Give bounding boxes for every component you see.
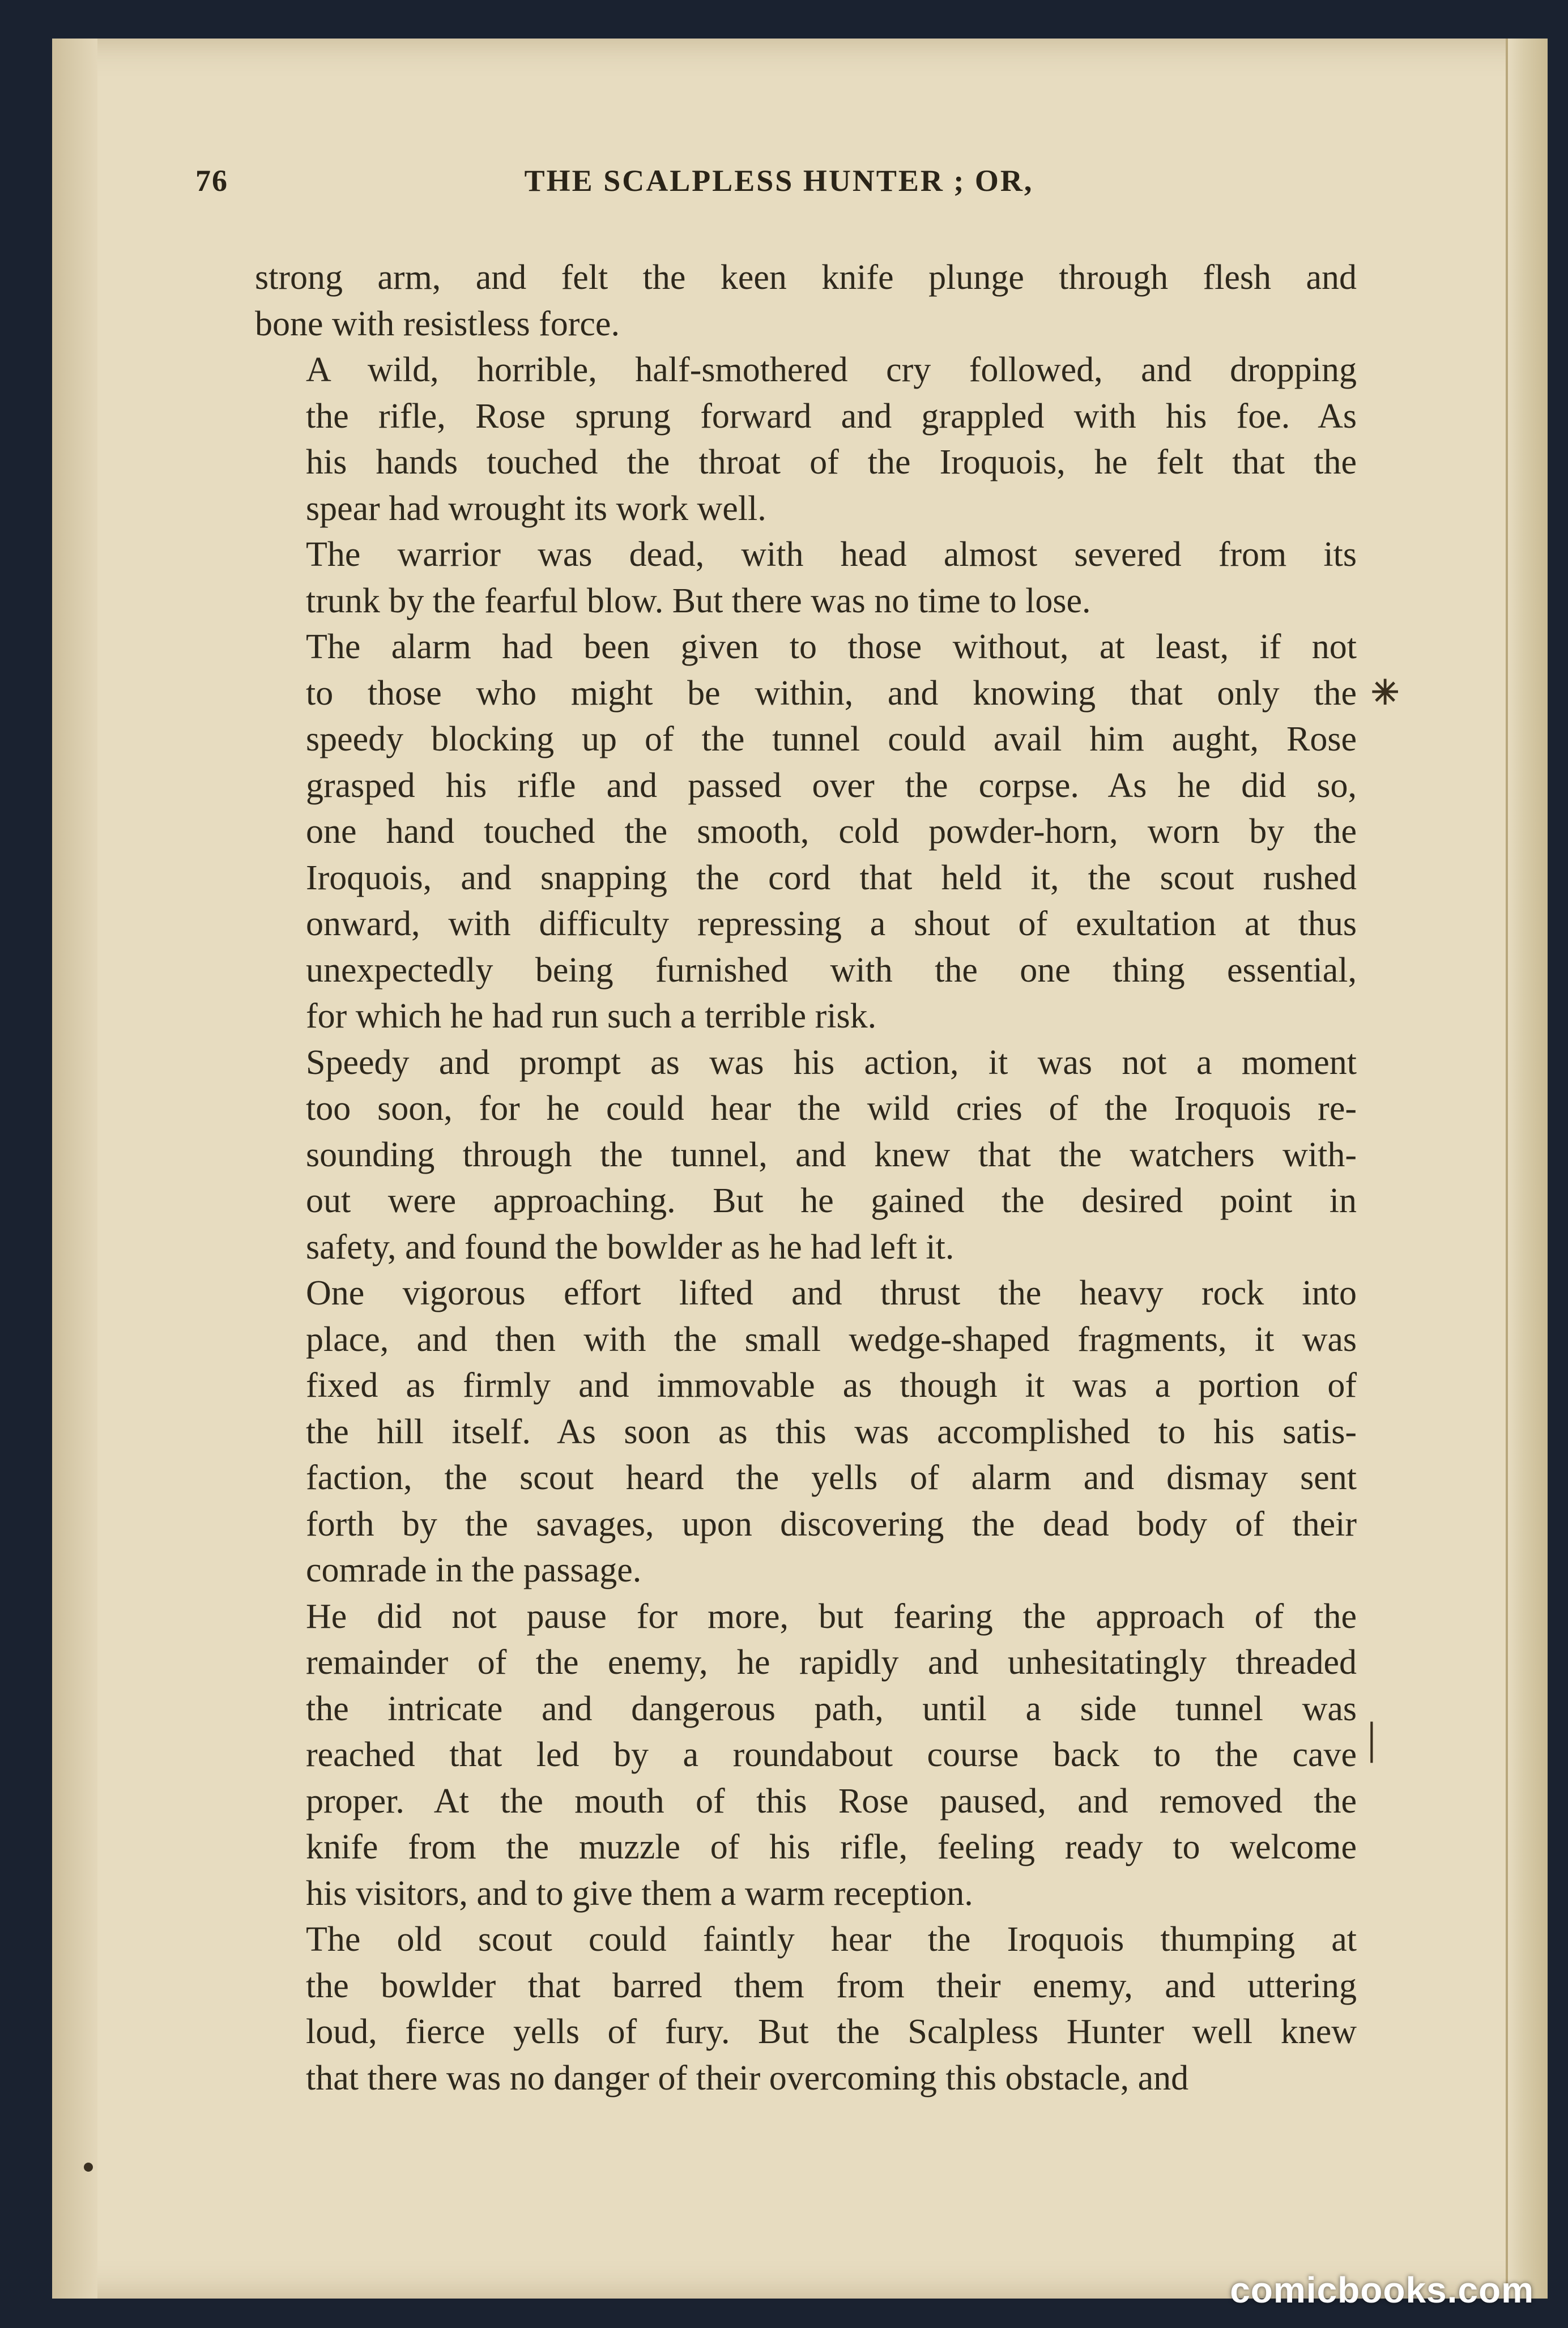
ink-spot bbox=[84, 2163, 93, 2172]
paragraph bbox=[255, 1270, 1357, 1594]
margin-mark-asterisk: ✳ bbox=[1371, 674, 1400, 711]
paragraph bbox=[255, 624, 1357, 1040]
text-line: reached that led by a roundabout course back to the cave bbox=[306, 1736, 1357, 1774]
paragraph bbox=[255, 1917, 1357, 2101]
body-text bbox=[255, 255, 1357, 2101]
text-line: too soon, for he could hear the wild cries of the Iroquois re- bbox=[306, 1089, 1357, 1128]
watermark: comicbooks.com bbox=[1230, 2270, 1534, 2310]
text-line: A wild, horrible, half-smothered cry followed, and dropping bbox=[306, 351, 1357, 389]
page-number: 76 bbox=[195, 164, 228, 198]
text-line: Iroquois, and snapping the cord that held it, the scout rushed bbox=[306, 858, 1357, 897]
text-line: grasped his rifle and passed over the corpse. As he did so, bbox=[306, 766, 1357, 805]
text-line: the intricate and dangerous path, until a side tunnel was bbox=[306, 1689, 1357, 1728]
text-line: that there was no danger of their overcoming this obstacle, and bbox=[306, 2058, 1189, 2097]
text-line: remainder of the enemy, he rapidly and unhesitatingly threaded bbox=[306, 1643, 1357, 1682]
page-edge-right bbox=[1508, 39, 1548, 2299]
text-line: his hands touched the throat of the Iroquois, he felt that the bbox=[306, 443, 1357, 481]
text-line: speedy blocking up of the tunnel could avail him aught, Rose bbox=[306, 720, 1357, 758]
text-line: his visitors, and to give them a warm reception. bbox=[306, 1874, 973, 1913]
paragraph bbox=[255, 532, 1357, 624]
text-line: The old scout could faintly hear the Iroquois thumping at bbox=[306, 1920, 1357, 1959]
text-line: fixed as firmly and immovable as though it was a portion of bbox=[306, 1366, 1357, 1405]
text-line: spear had wrought its work well. bbox=[306, 489, 766, 528]
text-line: safety, and found the bowlder as he had left it. bbox=[306, 1227, 955, 1267]
text-line: trunk by the fearful blow. But there was no time to lose. bbox=[306, 581, 1091, 620]
text-line: faction, the scout heard the yells of alarm and dismay sent bbox=[306, 1459, 1357, 1497]
running-title: THE SCALPLESS HUNTER ; OR, bbox=[524, 164, 1034, 198]
text-line: unexpectedly being furnished with the one thing essential, bbox=[306, 950, 1357, 990]
page-edge-left bbox=[52, 39, 97, 2299]
paragraph bbox=[255, 1594, 1357, 1917]
text-line: one hand touched the smooth, cold powder-horn, worn by the bbox=[306, 812, 1357, 851]
text-line: He did not pause for more, but fearing the approach of the bbox=[306, 1597, 1357, 1636]
text-line: One vigorous effort lifted and thrust the heavy rock into bbox=[306, 1274, 1357, 1312]
text-line: place, and then with the small wedge-shaped fragments, it was bbox=[306, 1320, 1357, 1359]
running-head bbox=[195, 159, 1362, 210]
text-line: to those who might be within, and knowing that only the bbox=[306, 673, 1357, 713]
text-line: out were approaching. But he gained the desired point in bbox=[306, 1182, 1357, 1220]
text-line: bone with resistless force. bbox=[255, 304, 620, 343]
text-line: for which he had run such a terrible risk. bbox=[306, 997, 877, 1035]
margin-mark-tick: │ bbox=[1360, 1722, 1384, 1760]
text-line: forth by the savages, upon discovering the dead body of their bbox=[306, 1504, 1357, 1544]
paragraph bbox=[255, 347, 1357, 532]
page-fold-line bbox=[1506, 39, 1508, 2299]
text-line: knife from the muzzle of his rifle, feeling ready to welcome bbox=[306, 1828, 1357, 1866]
text-line: the rifle, Rose sprung forward and grappled with his foe. As bbox=[306, 396, 1357, 436]
text-line: proper. At the mouth of this Rose paused, and removed the bbox=[306, 1781, 1357, 1820]
text-line: Speedy and prompt as was his action, it was not a moment bbox=[306, 1043, 1357, 1082]
paragraph bbox=[255, 1040, 1357, 1271]
text-line: sounding through the tunnel, and knew that the watchers with- bbox=[306, 1135, 1357, 1174]
text-line: strong arm, and felt the keen knife plunge through flesh and bbox=[255, 258, 1357, 297]
text-line: loud, fierce yells of fury. But the Scalpless Hunter well knew bbox=[306, 2013, 1357, 2051]
text-line: comrade in the passage. bbox=[306, 1551, 642, 1589]
text-line: The alarm had been given to those without, at least, if not bbox=[306, 628, 1357, 666]
text-line: The warrior was dead, with head almost severed from its bbox=[306, 535, 1357, 574]
text-line: the bowlder that barred them from their enemy, and uttering bbox=[306, 1966, 1357, 2005]
text-line: the hill itself. As soon as this was accomplished to his satis- bbox=[306, 1412, 1357, 1451]
paragraph bbox=[255, 255, 1357, 347]
text-line: onward, with difficulty repressing a shout of exultation at thus bbox=[306, 905, 1357, 943]
